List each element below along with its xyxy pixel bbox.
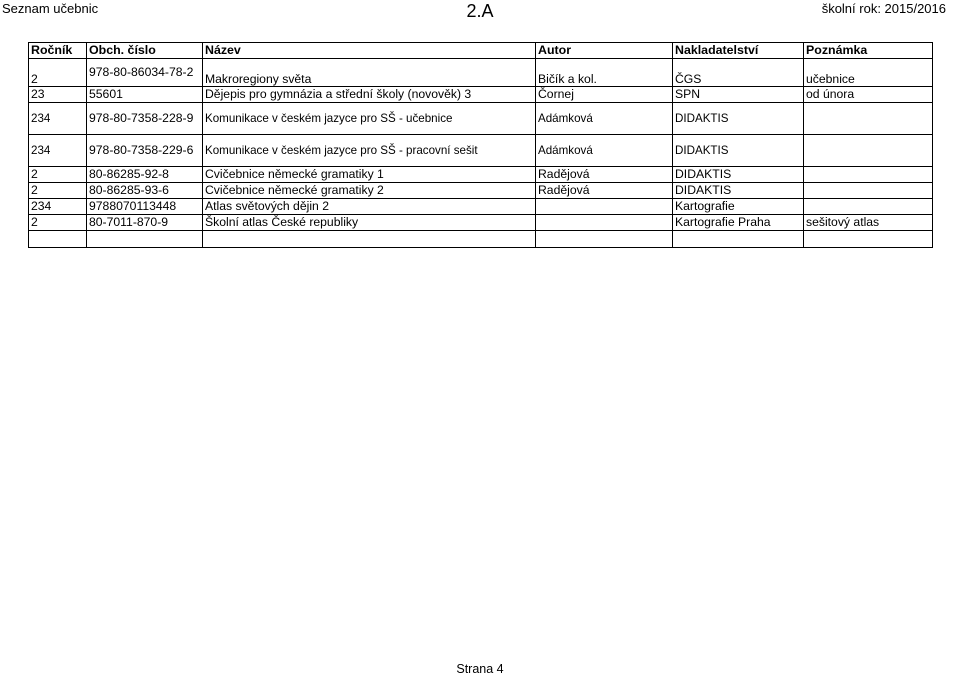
cell-autor [536,231,673,248]
table-row-empty [29,231,933,248]
cell-nakladatelstvi: SPN [673,87,804,103]
cell-nakladatelstvi: DIDAKTIS [673,183,804,199]
column-header-nakladatelstvi: Nakladatelství [673,43,804,59]
cell-poznamka [804,183,933,199]
cell-rocnik [29,231,87,248]
cell-obch-cislo: 80-86285-92-8 [87,167,203,183]
table-row [29,103,933,135]
cell-nazev: Komunikace v českém jazyce pro SŠ - učebnice [203,103,536,135]
cell-nazev: Dějepis pro gymnázia a střední školy (novověk) 3 [203,87,536,103]
table-row [29,199,933,215]
cell-obch-cislo: 978-80-7358-228-9 [87,103,203,135]
table-header-row [29,43,933,59]
cell-nazev: Cvičebnice německé gramatiky 1 [203,167,536,183]
cell-nazev: Makroregiony světa [203,59,536,87]
page-header [0,0,960,24]
cell-nakladatelstvi: DIDAKTIS [673,167,804,183]
cell-poznamka [804,103,933,135]
cell-rocnik: 2 [29,215,87,231]
cell-autor [536,215,673,231]
cell-poznamka [804,167,933,183]
cell-obch-cislo [87,231,203,248]
cell-nakladatelstvi: Kartografie Praha [673,215,804,231]
class-name: 2.A [466,1,494,21]
cell-autor [536,199,673,215]
cell-rocnik: 23 [29,87,87,103]
cell-rocnik: 2 [29,167,87,183]
textbook-table [28,42,933,248]
document-title: Seznam učebnic [2,1,99,16]
cell-rocnik: 234 [29,199,87,215]
cell-autor: Radějová [536,167,673,183]
cell-nazev: Školní atlas České republiky [203,215,536,231]
cell-nakladatelstvi: DIDAKTIS [673,103,804,135]
cell-autor: Bičík a kol. [536,59,673,87]
cell-obch-cislo: 80-86285-93-6 [87,183,203,199]
cell-nakladatelstvi [673,231,804,248]
cell-obch-cislo: 80-7011-870-9 [87,215,203,231]
cell-nakladatelstvi: DIDAKTIS [673,135,804,167]
cell-obch-cislo: 978-80-7358-229-6 [87,135,203,167]
column-header-nazev: Název [203,43,536,59]
cell-nazev [203,231,536,248]
school-year: školní rok: 2015/2016 [821,1,946,16]
cell-poznamka: od února [804,87,933,103]
cell-rocnik: 2 [29,183,87,199]
column-header-autor: Autor [536,43,673,59]
cell-obch-cislo: 9788070113448 [87,199,203,215]
column-header-rocnik: Ročník [29,43,87,59]
cell-rocnik: 234 [29,103,87,135]
cell-poznamka: učebnice [804,59,933,87]
cell-rocnik: 234 [29,135,87,167]
table-row [29,135,933,167]
table-row [29,215,933,231]
cell-obch-cislo: 978-80-86034-78-2 [87,59,203,87]
table-row [29,167,933,183]
cell-nazev: Cvičebnice německé gramatiky 2 [203,183,536,199]
cell-poznamka [804,199,933,215]
cell-autor: Adámková [536,135,673,167]
page-number: Strana 4 [456,662,504,676]
column-header-poznamka: Poznámka [804,43,933,59]
cell-autor: Adámková [536,103,673,135]
cell-nazev: Komunikace v českém jazyce pro SŠ - pracovní sešit [203,135,536,167]
cell-poznamka [804,231,933,248]
table-row [29,183,933,199]
table-row [29,59,933,87]
cell-obch-cislo: 55601 [87,87,203,103]
column-header-obch-cislo: Obch. číslo [87,43,203,59]
cell-nakladatelstvi: Kartografie [673,199,804,215]
cell-poznamka: sešitový atlas [804,215,933,231]
cell-nazev: Atlas světových dějin 2 [203,199,536,215]
cell-autor: Radějová [536,183,673,199]
table-row [29,87,933,103]
cell-rocnik: 2 [29,59,87,87]
cell-autor: Čornej [536,87,673,103]
cell-nakladatelstvi: ČGS [673,59,804,87]
cell-poznamka [804,135,933,167]
